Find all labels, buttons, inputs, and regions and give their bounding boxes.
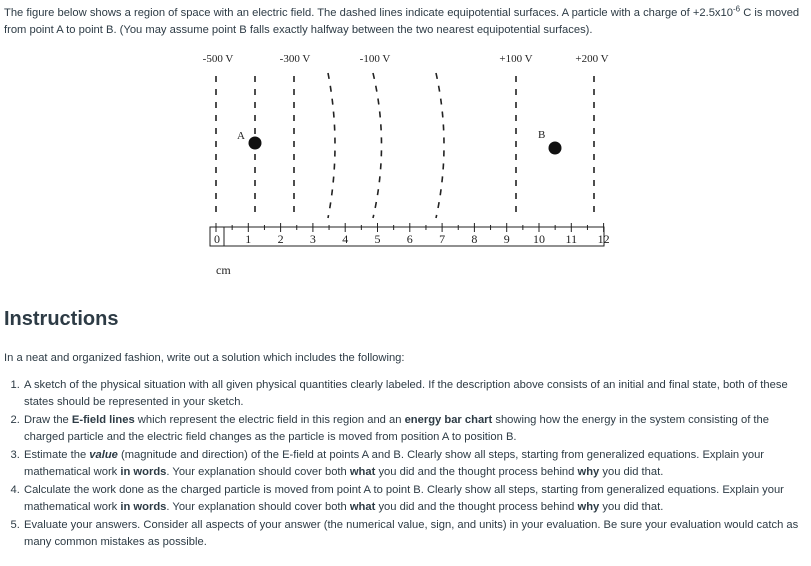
point-b-label: B [538, 129, 546, 141]
potential-label: +200 V [575, 53, 609, 65]
problem-text-end: C is moved from point A to point B. (You may assume point B falls exactly halfway between the two nearest equipotential surfaces). [4, 7, 800, 36]
ruler-tick-label: 4 [342, 232, 349, 246]
instructions-lead: In a neat and organized fashion, write out a solution which includes the following: [4, 352, 405, 364]
ruler [210, 223, 610, 246]
ruler-tick-label: 6 [406, 232, 413, 246]
equipotential-lines [216, 73, 594, 218]
ruler-tick-label: 9 [503, 232, 510, 246]
ruler-tick-label: 5 [374, 232, 381, 246]
equipotential-figure [0, 45, 811, 285]
ruler-unit: cm [216, 263, 231, 277]
charge-exponent: -6 [732, 4, 741, 14]
instructions-list [0, 377, 809, 552]
point-b-marker [549, 142, 562, 155]
ruler-tick-label: 7 [439, 232, 446, 246]
equipotential-line [328, 73, 335, 218]
equipotential-line [373, 73, 382, 218]
potential-label: -300 V [279, 53, 311, 65]
list-item: 3. Estimate the value (magnitude and direction) of the E-field at points A and B. Clearly show all steps, starting from generalized equations. Explain your mathematical work in words. Your explanation should cover both what you did and the thought process behind why you did that. [23, 447, 809, 481]
problem-text-start: The figure below shows a region of space with an electric field. The dashed lines indicate equipotential surfaces. A particle with a charge of +2.5x10 [4, 7, 733, 19]
potential-label: -100 V [359, 53, 391, 65]
list-item: 4. Calculate the work done as the charged particle is moved from point A to point B. Clearly show all steps, starting from generalized equations. Explain your mathematical work in words. Your explanation should cover both what you did and the thought process behind why you did that. [23, 482, 809, 516]
point-a-label: A [237, 130, 245, 142]
instructions-heading: Instructions [4, 308, 119, 330]
potential-label: +100 V [499, 53, 533, 65]
ruler-tick-label: 10 [533, 232, 545, 246]
ruler-tick-label: 2 [277, 232, 284, 246]
list-item: 1. A sketch of the physical situation with all given physical quantities clearly labeled. If the description above consists of an initial and final state, both of these states should be represented in your sketch. [23, 377, 809, 411]
ruler-tick-label: 3 [309, 232, 316, 246]
ruler-tick-label: 1 [245, 232, 252, 246]
point-a-marker [249, 137, 262, 150]
ruler-tick-label: 0 [214, 232, 220, 246]
equipotential-line [436, 73, 444, 218]
problem-statement [4, 5, 809, 39]
list-item: 5. Evaluate your answers. Consider all aspects of your answer (the numerical value, sign, and units) in your evaluation. Be sure your evaluation would catch as many common mistakes as possible. [23, 517, 809, 551]
ruler-tick-label: 11 [565, 232, 578, 246]
potential-labels [203, 53, 609, 65]
ruler-tick-label: 8 [471, 232, 478, 246]
list-item: 2. Draw the E-field lines which represent the electric field in this region and an energy bar chart showing how the energy in the system consisting of the charged particle and the electric field changes as the particle is moved from position A to position B. [23, 412, 809, 446]
potential-label: -500 V [202, 53, 234, 65]
ruler-tick-label: 12 [597, 232, 610, 246]
